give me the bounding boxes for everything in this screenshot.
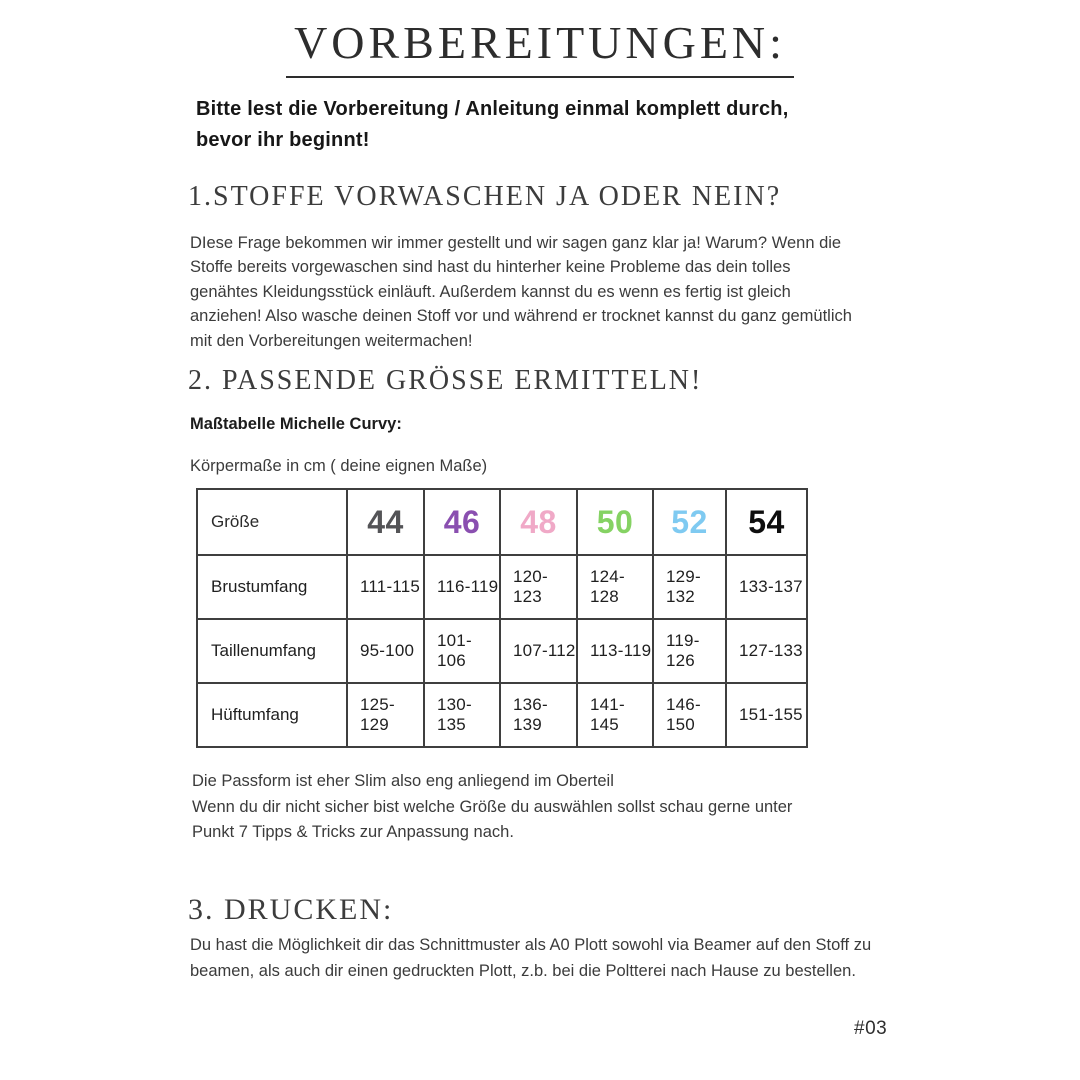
size-46: 46 bbox=[424, 489, 500, 555]
waist-48: 107-112 bbox=[500, 619, 577, 683]
fit-note bbox=[192, 769, 882, 846]
fit-note-line3: Punkt 7 Tipps & Tricks zur Anpassung nach. bbox=[192, 823, 514, 842]
size-54: 54 bbox=[726, 489, 807, 555]
page-number: #03 bbox=[854, 1018, 888, 1039]
waist-54: 127-133 bbox=[726, 619, 807, 683]
bust-48: 120-123 bbox=[500, 555, 577, 619]
bust-46: 116-119 bbox=[424, 555, 500, 619]
size-header-label: Größe bbox=[197, 489, 347, 555]
hip-54: 151-155 bbox=[726, 683, 807, 747]
intro-note-line2: bevor ihr beginnt! bbox=[196, 129, 370, 151]
bust-52: 129-132 bbox=[653, 555, 726, 619]
row-label-bust: Brustumfang bbox=[197, 555, 347, 619]
table-row-bust bbox=[197, 555, 807, 619]
size-chart-table bbox=[196, 488, 808, 748]
section1-heading: 1.STOFFE VORWASCHEN JA ODER NEIN? bbox=[188, 181, 782, 212]
size-48: 48 bbox=[500, 489, 577, 555]
hip-46: 130-135 bbox=[424, 683, 500, 747]
waist-50: 113-119 bbox=[577, 619, 653, 683]
fit-note-line1: Die Passform ist eher Slim also eng anliegend im Oberteil bbox=[192, 772, 614, 790]
size-chart-title: Maßtabelle Michelle Curvy: bbox=[190, 415, 402, 433]
hip-50: 141-145 bbox=[577, 683, 653, 747]
size-44: 44 bbox=[347, 489, 424, 555]
table-row-waist bbox=[197, 619, 807, 683]
intro-note bbox=[196, 94, 866, 156]
section3-heading: 3. DRUCKEN: bbox=[188, 893, 394, 926]
page-title: VORBEREITUNGEN: bbox=[286, 16, 794, 78]
bust-44: 111-115 bbox=[347, 555, 424, 619]
size-chart-note: Körpermaße in cm ( deine eignen Maße) bbox=[190, 457, 488, 475]
waist-52: 119-126 bbox=[653, 619, 726, 683]
fit-note-line2: Wenn du dir nicht sicher bist welche Größe du auswählen sollst schau gerne unter bbox=[192, 797, 793, 816]
bust-54: 133-137 bbox=[726, 555, 807, 619]
hip-48: 136-139 bbox=[500, 683, 577, 747]
waist-46: 101-106 bbox=[424, 619, 500, 683]
waist-44: 95-100 bbox=[347, 619, 424, 683]
bust-50: 124-128 bbox=[577, 555, 653, 619]
intro-note-line1: Bitte lest die Vorbereitung / Anleitung einmal komplett durch, bbox=[196, 98, 789, 120]
hip-52: 146-150 bbox=[653, 683, 726, 747]
size-52: 52 bbox=[653, 489, 726, 555]
table-row-hip bbox=[197, 683, 807, 747]
row-label-hip: Hüftumfang bbox=[197, 683, 347, 747]
title-container bbox=[0, 16, 1080, 78]
section2-heading: 2. PASSENDE GRÖSSE ERMITTELN! bbox=[188, 365, 703, 396]
size-header-row bbox=[197, 489, 807, 555]
row-label-waist: Taillenumfang bbox=[197, 619, 347, 683]
hip-44: 125-129 bbox=[347, 683, 424, 747]
section1-body: DIese Frage bekommen wir immer gestellt und wir sagen ganz klar ja! Warum? Wenn die Stoffe bereits vorgewaschen sind hast du hinterher keine Probleme das dein tolles genähtes Kleidungsstück einläuft. Außerdem kannst du es wenn es fertig ist gleich anziehen! Also wasche deinen Stoff vor und während er trocknet kannst du ganz gemütlich mit den Vorbereitungen weitermachen! bbox=[190, 234, 852, 350]
section3-body: Du hast die Möglichkeit dir das Schnittmuster als A0 Plott sowohl via Beamer auf den Stoff zu beamen, als auch dir einen gedruckten Plott, z.b. bei die Poltterei nach Hause zu bestellen. bbox=[190, 936, 872, 981]
size-50: 50 bbox=[577, 489, 653, 555]
